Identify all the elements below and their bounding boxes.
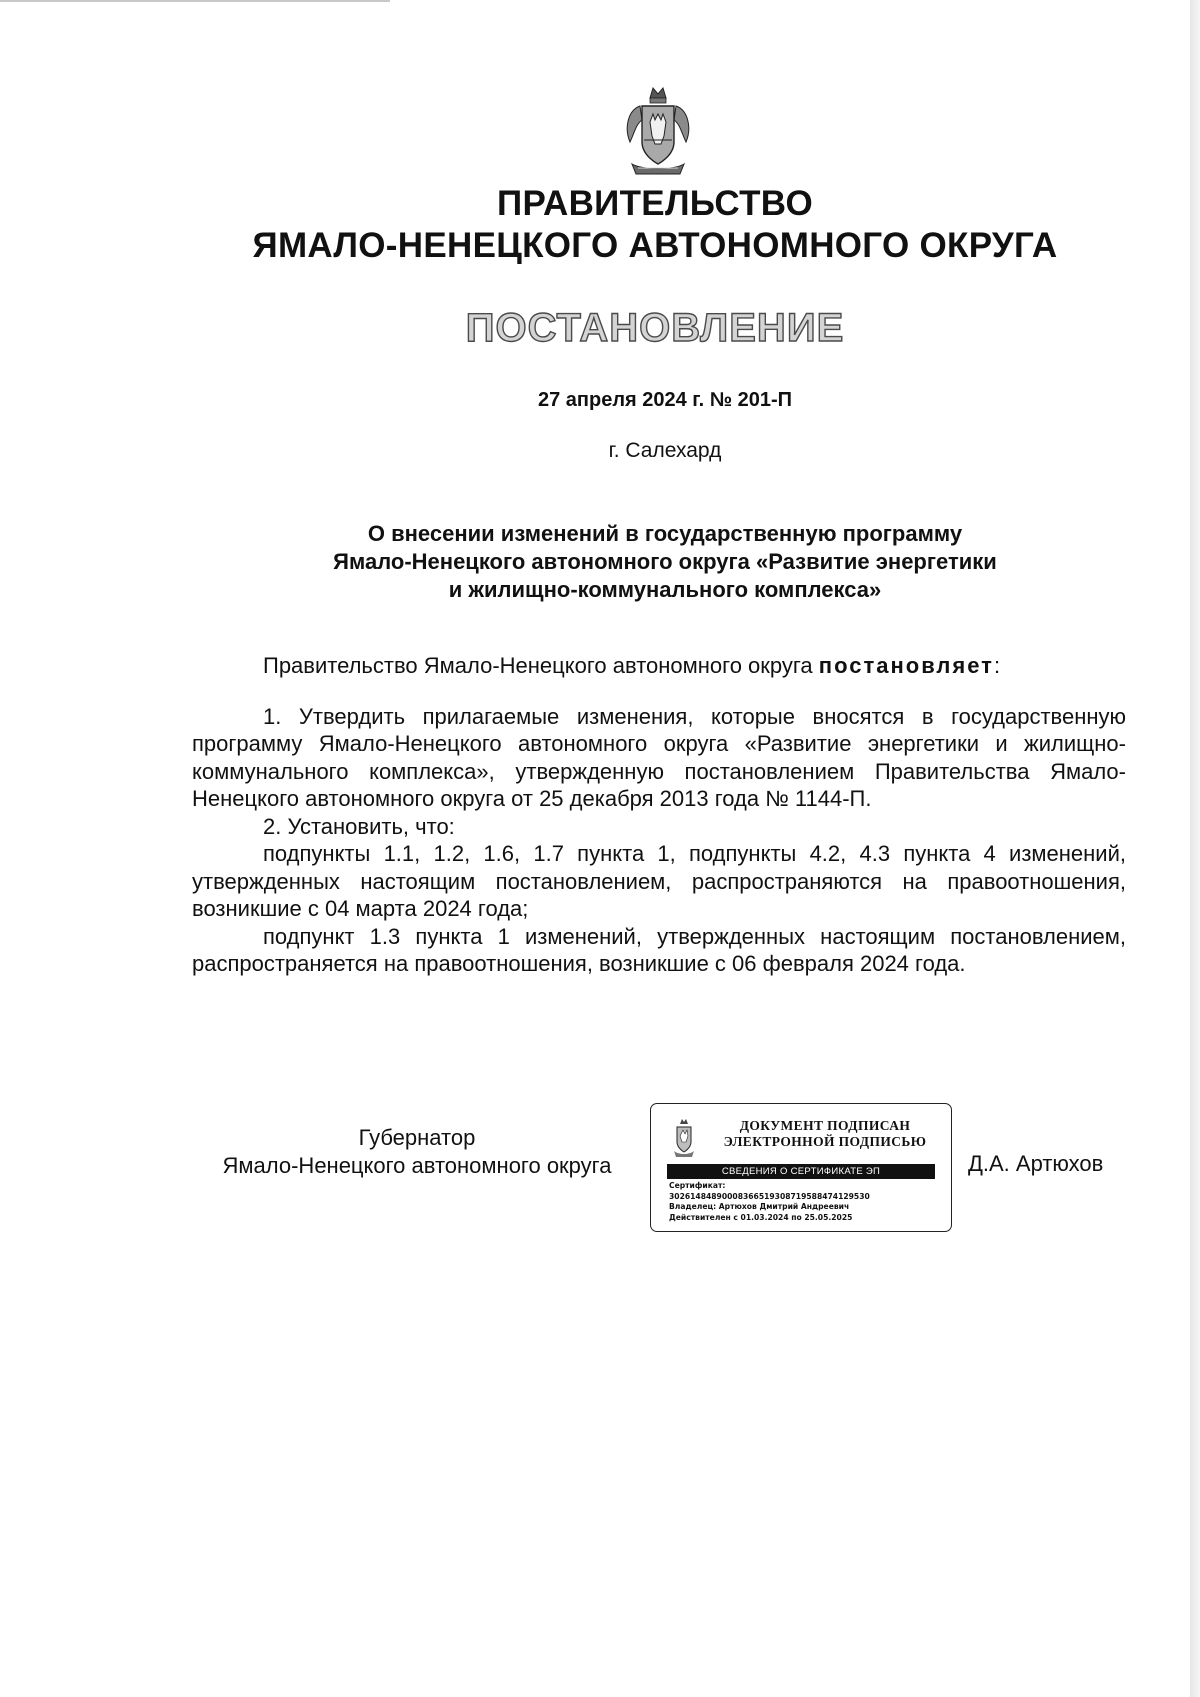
- government-name-line-2: ЯМАЛО-НЕНЕЦКОГО АВТОНОМНОГО ОКРУГА: [252, 226, 1058, 265]
- certificate-validity: Действителен с 01.03.2024 по 25.05.2025: [669, 1212, 853, 1222]
- electronic-signature-stamp: [650, 1103, 952, 1232]
- signer-title: [192, 1124, 642, 1180]
- stamp-header-line: ДОКУМЕНТ ПОДПИСАН: [739, 1118, 911, 1133]
- document-type-title: ПОСТАНОВЛЕНИЕ: [465, 306, 845, 350]
- document-subject: [120, 520, 1200, 604]
- scan-edge-line: [0, 0, 390, 2]
- document-body: [192, 652, 1126, 978]
- preamble-emphasis: постановляет: [818, 653, 994, 678]
- subject-line: и жилищно-коммунального комплекса»: [448, 577, 882, 602]
- city: г. Салехард: [608, 439, 722, 462]
- signer-name: Д.А. Артюхов: [968, 1151, 1104, 1176]
- signer-title-line: Губернатор: [358, 1125, 476, 1150]
- body-paragraph: подпункт 1.3 пункта 1 изменений, утвержденных настоящим постановлением, распространяется на правоотношения, возникшие с 06 февраля 2024 года.: [192, 923, 1126, 976]
- signer-title-line: Ямало-Ненецкого автономного округа: [222, 1153, 612, 1178]
- body-paragraph: 1. Утвердить прилагаемые изменения, которые вносятся в государственную программу Ямало-Ненецкого автономного округа «Развитие энергетики и жилищно-коммунального комплекса», утвержденную постановлением Правительства Ямало-Ненецкого автономного округа от 25 декабря 2013 года № 1144-П.: [192, 703, 1126, 811]
- date-and-number: 27 апреля 2024 г. № 201-П: [537, 389, 793, 411]
- preamble: [192, 652, 1126, 680]
- stamp-header-line: ЭЛЕКТРОННОЙ ПОДПИСЬЮ: [723, 1134, 927, 1149]
- certificate-number: 302614848900083665193087195884741295​30: [669, 1191, 870, 1201]
- certificate-info-bar: СВЕДЕНИЯ О СЕРТИФИКАТЕ ЭП: [667, 1164, 935, 1179]
- body-paragraph: подпункты 1.1, 1.2, 1.6, 1.7 пункта 1, подпункты 4.2, 4.3 пункта 4 изменений, утвержденных настоящим постановлением, распространяются на правоотношения, возникшие с 04 марта 2024 года;: [192, 841, 1126, 921]
- preamble-end: :: [993, 653, 1001, 678]
- stamp-header: [711, 1118, 939, 1150]
- scan-page-edge: [1190, 0, 1200, 1697]
- government-name-line-1: ПРАВИТЕЛЬСТВО: [496, 184, 813, 223]
- subject-line: О внесении изменений в государственную программу: [367, 521, 963, 546]
- body-paragraph: 2. Установить, что:: [263, 813, 455, 839]
- subject-line: Ямало-Ненецкого автономного округа «Развитие энергетики: [333, 549, 997, 574]
- stamp-coat-of-arms-icon: [671, 1118, 697, 1158]
- coat-of-arms-icon: [620, 84, 696, 180]
- certificate-details: [669, 1181, 945, 1223]
- preamble-text: Правительство Ямало-Ненецкого автономного округа: [263, 653, 819, 678]
- certificate-label: Сертификат:: [669, 1181, 726, 1190]
- certificate-owner: Владелец: Артюхов Дмитрий Андреевич: [669, 1202, 850, 1211]
